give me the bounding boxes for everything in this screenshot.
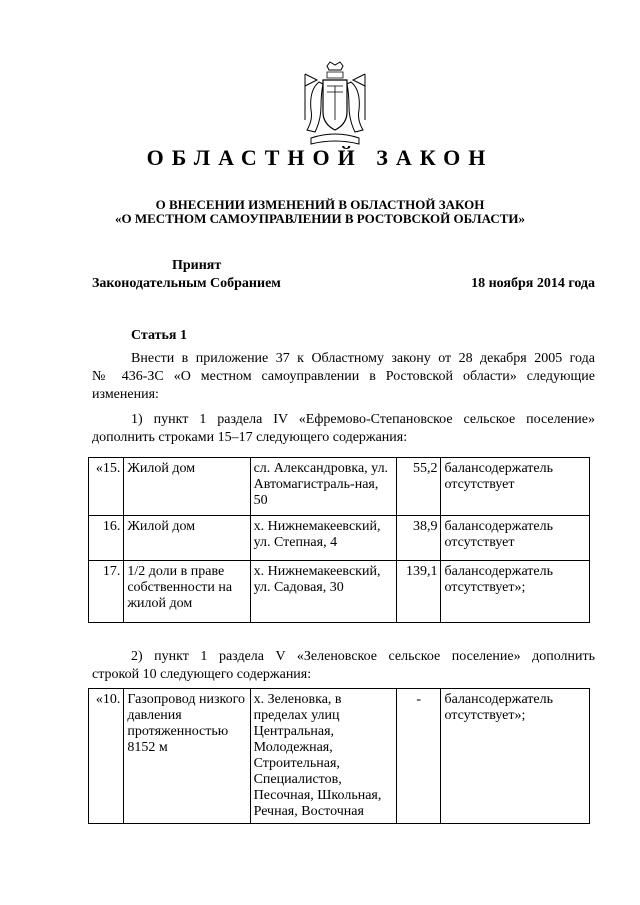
row-number: «10. (89, 689, 124, 824)
paragraph-1 (92, 350, 595, 404)
coat-of-arms-icon (293, 60, 377, 152)
balance-holder: балансодержатель отсутствует (441, 516, 590, 561)
paragraph-line: изменения: (92, 387, 159, 402)
table-row (89, 516, 590, 561)
amendments-table-2 (88, 688, 590, 824)
object-area: - (397, 689, 441, 824)
object-area: 38,9 (397, 516, 441, 561)
accepted-by: Законодательным Собранием (92, 276, 281, 291)
row-number: «15. (89, 458, 124, 516)
accepted-date: 18 ноября 2014 года (471, 276, 595, 291)
balance-holder: балансодержатель отсутствует»; (441, 689, 590, 824)
amendments-table-1 (88, 457, 590, 623)
object-address: х. Зеленовка, в пределах улиц Центральная, Молодежная, Строительная, Специалистов, Песочная, Школьная, Речная, Восточная (250, 689, 396, 824)
balance-holder: балансодержатель отсутствует»; (441, 561, 590, 623)
object-name: Жилой дом (124, 458, 250, 516)
paragraph-3 (92, 648, 595, 684)
law-subtitle-line1: О ВНЕСЕНИИ ИЗМЕНЕНИЙ В ОБЛАСТНОЙ ЗАКОН (155, 197, 485, 212)
object-name: 1/2 доли в праве собственности на жилой дом (124, 561, 250, 623)
paragraph-2 (92, 411, 595, 447)
paragraph-line: Внести в приложение 37 к Областному закону от 28 декабря 2005 года (131, 351, 595, 366)
object-name: Газопровод низкого давления протяженностью 8152 м (124, 689, 250, 824)
object-area: 139,1 (397, 561, 441, 623)
paragraph-line: дополнить строками 15–17 следующего содержания: (92, 430, 408, 445)
table-row (89, 458, 590, 516)
paragraph-line: № 436-ЗС «О местном самоуправлении в Ростовской области» следующие (92, 369, 595, 384)
balance-holder: балансодержатель отсутствует (441, 458, 590, 516)
object-address: х. Нижнемакеевский, ул. Степная, 4 (250, 516, 396, 561)
paragraph-line: 1) пункт 1 раздела IV «Ефремово-Степановское сельское поселение» (131, 412, 595, 427)
article-title: Статья 1 (131, 328, 187, 343)
table-row (89, 689, 590, 824)
table-row (89, 561, 590, 623)
object-area: 55,2 (397, 458, 441, 516)
law-heading: ОБЛАСТНОЙ ЗАКОН (146, 145, 494, 170)
object-address: х. Нижнемакеевский, ул. Садовая, 30 (250, 561, 396, 623)
row-number: 17. (89, 561, 124, 623)
law-subtitle-line2: «О МЕСТНОМ САМОУПРАВЛЕНИИ В РОСТОВСКОЙ ОБЛАСТИ» (115, 211, 525, 226)
object-name: Жилой дом (124, 516, 250, 561)
row-number: 16. (89, 516, 124, 561)
object-address: сл. Александровка, ул. Автомагистраль-ная, 50 (250, 458, 396, 516)
paragraph-line: 2) пункт 1 раздела V «Зеленовское сельское поселение» дополнить (131, 649, 595, 664)
paragraph-line: строкой 10 следующего содержания: (92, 667, 312, 682)
accepted-label: Принят (172, 258, 222, 273)
